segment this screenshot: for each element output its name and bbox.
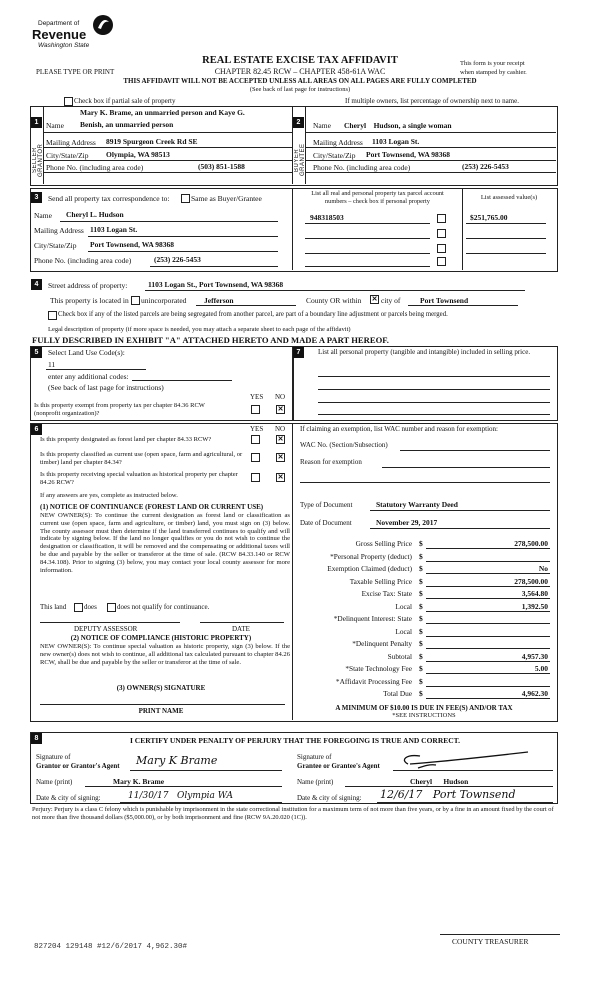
segregated-label: Check box if any of the listed parcels are being segregated from another parcel, are part of a boundary line adjustment or parcels being merged. [58, 311, 448, 318]
segregated-checkbox[interactable] [48, 311, 57, 320]
form-subtitle: CHAPTER 82.45 RCW – CHAPTER 458-61A WAC [214, 67, 386, 76]
partial-sale-checkbox[interactable] [64, 97, 73, 106]
legal-label: Legal description of property (if more space is needed, you may attach a separate sheet to each page of the affidavit) [48, 326, 351, 333]
see-instructions-note: *SEE INSTRUCTIONS [392, 712, 456, 719]
current-use-no-checkbox[interactable]: ✕ [277, 453, 284, 461]
located-label: This property is located in [50, 296, 129, 305]
personal-property-label: List all personal property (tangible and intangible) included in selling price. [318, 348, 531, 356]
tax-row-currency: $ [419, 589, 423, 598]
buyer-name[interactable]: Cheryl Hudson, a single woman [344, 121, 452, 130]
land-does-label: does [84, 603, 97, 611]
exempt-no-checkbox[interactable]: ✕ [277, 405, 284, 413]
tax-row-label: Subtotal [387, 651, 412, 661]
exemption-claim-label: If claiming an exemption, list WAC number and reason for exemption: [300, 425, 498, 433]
parcel-pp-checkbox-3[interactable] [437, 244, 446, 253]
county-value[interactable]: Jefferson [204, 296, 234, 305]
parcel-pp-checkbox-2[interactable] [437, 229, 446, 238]
dept-line2: Revenue [32, 27, 87, 42]
city-value[interactable]: Port Townsend [420, 296, 469, 305]
seller-phone[interactable]: (503) 851-1588 [198, 162, 245, 171]
tax-row-label: Taxable Selling Price [349, 576, 412, 586]
buyer-phone-label: Phone No. (including area code) [313, 163, 411, 172]
land-does-checkbox[interactable] [74, 603, 83, 612]
seller-name-line2[interactable]: Benish, an unmarried person [80, 120, 174, 129]
unincorporated-checkbox[interactable] [131, 296, 140, 305]
notice1-text: NEW OWNER(S): To continue the current designation as forest land or classification as current use (open space, farm and agriculture, or timber) land, you must sign on (3) below. The county assessor must then determine if the land transferred continues to qualify and will indicate by signing below. If the land no longer qualifies or you do not wish to continue the designation or classification, it will be removed and the compensating or additional taxes will be due and payable by the seller or transferor at the time of sale. (RCW 84.33.140 or RCW 84.34.108). Prior to signing (3) below, you may contact your local county assessor for more information. [40, 512, 290, 574]
buyer-mailing-label: Mailing Address [313, 138, 363, 147]
seller-grantor-label: SELLER GRANTOR [32, 143, 44, 177]
grantor-name-label: Name (print) [36, 778, 73, 786]
s6-no: NO [275, 425, 286, 433]
tax-row-currency: $ [419, 614, 423, 623]
buyer-mailing[interactable]: 1103 Logan St. [372, 137, 420, 146]
dept-line1: Department of [38, 20, 80, 27]
seller-mailing-label: Mailing Address [46, 138, 96, 147]
seller-mailing[interactable]: 8919 Spurgeon Creek Rd SE [106, 137, 198, 146]
dept-line3: Washington State [38, 42, 90, 49]
grantee-sig-label-2: Grantee or Grantee's Agent [297, 762, 380, 770]
doc-type-label: Type of Document [300, 501, 353, 509]
tax-row-currency: $ [419, 651, 423, 661]
tax-row-label: Exemption Claimed (deduct) [327, 564, 412, 573]
seller-phone-label: Phone No. (including area code) [46, 163, 144, 172]
corr-city[interactable]: Port Townsend, WA 98368 [90, 240, 175, 249]
tax-row-label: Local [395, 601, 412, 611]
s6-yes: YES [250, 425, 264, 433]
tax-row-label: *Personal Property (deduct) [330, 551, 412, 561]
certify-statement: I CERTIFY UNDER PENALTY OF PERJURY THAT THE FOREGOING IS TRUE AND CORRECT. [129, 736, 460, 745]
land-does-not-label: does not qualify for continuance. [117, 603, 210, 611]
additional-codes-label: enter any additional codes: [48, 372, 129, 381]
cashier-stamp: 827204 129148 #12/6/2017 4,962.30# [34, 943, 188, 951]
grantor-date-label: Date & city of signing: [36, 794, 101, 802]
tax-row-label: Gross Selling Price [355, 539, 412, 548]
grantee-date-label: Date & city of signing: [297, 794, 362, 802]
notice2-title: (2) NOTICE OF COMPLIANCE (HISTORIC PROPERTY) [70, 634, 252, 642]
land-use-code[interactable]: 11 [48, 360, 56, 369]
seller-name-line1[interactable]: Mary K. Brame, an unmarried person and Kaye G. [80, 108, 245, 117]
historic-yes-checkbox[interactable] [251, 473, 260, 482]
badge-8: 8 [31, 733, 42, 744]
corr-phone[interactable]: (253) 226-5453 [154, 255, 201, 264]
corr-name-label: Name [34, 211, 52, 220]
forest-question: Is this property designated as forest land per chapter 84.33 RCW? [40, 436, 212, 443]
form-notice: THIS AFFIDAVIT WILL NOT BE ACCEPTED UNLESS ALL AREAS ON ALL PAGES ARE FULLY COMPLETED [123, 77, 477, 85]
tax-row-currency: $ [419, 664, 423, 673]
receipt-note-2: when stamped by cashier. [460, 69, 527, 76]
tax-row-value[interactable]: 1,392.50 [521, 601, 548, 611]
parcel-header-1: List all real and personal property tax parcel account [311, 190, 444, 197]
same-as-buyer-checkbox[interactable] [181, 194, 190, 203]
see-back-note: (See back of last page for instructions) [249, 86, 351, 93]
tax-row-label: *State Technology Fee [345, 664, 412, 673]
badge-2: 2 [293, 117, 304, 128]
print-name-label: PRINT NAME [138, 707, 184, 715]
tax-row-currency: $ [419, 689, 423, 698]
tax-row-value[interactable]: 5.00 [534, 664, 548, 673]
parcel-pp-checkbox-1[interactable] [437, 214, 446, 223]
partial-sale-label: Check box if partial sale of property [74, 97, 176, 105]
grantee-name-label: Name (print) [297, 778, 334, 786]
street-label: Street address of property: [48, 281, 128, 290]
corr-mailing-label: Mailing Address [34, 226, 84, 235]
multiple-owners-note: If multiple owners, list percentage of ownership next to name. [345, 97, 519, 105]
corr-phone-label: Phone No. (including area code) [34, 256, 132, 265]
tax-row-currency: $ [419, 676, 423, 686]
unincorporated-label: unincorporated [141, 296, 187, 305]
tax-row-label: Total Due [383, 689, 412, 698]
wac-label: WAC No. (Section/Subsection) [300, 441, 388, 449]
badge-1: 1 [31, 117, 42, 128]
same-as-buyer-label: Same as Buyer/Grantee [191, 194, 262, 203]
buyer-name-label: Name [313, 121, 331, 130]
badge-7: 7 [293, 347, 304, 358]
forest-yes-checkbox[interactable] [251, 435, 260, 444]
buyer-grantee-label: BUYER GRANTEE [294, 143, 306, 177]
land-does-not-checkbox[interactable] [107, 603, 116, 612]
county-treasurer-label: COUNTY TREASURER [452, 937, 529, 946]
current-use-yes-checkbox[interactable] [251, 453, 260, 462]
tax-row-currency: $ [419, 639, 423, 648]
tax-row-label: *Delinquent Interest: State [333, 614, 412, 623]
assessed-header: List assessed value(s) [480, 194, 538, 201]
badge-6: 6 [31, 424, 42, 435]
tax-row-label: *Affidavit Processing Fee [335, 676, 412, 686]
grantor-sig-label-2: Grantor or Grantor's Agent [36, 762, 120, 770]
county-or-label: County OR within [306, 296, 362, 305]
grantee-signature[interactable] [396, 750, 536, 772]
s5-yes: YES [250, 393, 264, 401]
corr-mailing[interactable]: 1103 Logan St. [90, 225, 138, 234]
parcel-pp-checkbox-4[interactable] [437, 257, 446, 266]
land-use-see-back: (See back of last page for instructions) [48, 383, 164, 392]
seller-name-label: Name [46, 121, 64, 130]
current-use-question: Is this property classified as current use (open space, farm and agricultural, or timber) land per chapter 84.34? [40, 451, 243, 466]
print-note: PLEASE TYPE OR PRINT [36, 68, 115, 76]
notice1-title: (1) NOTICE OF CONTINUANCE (FOREST LAND OR CURRENT USE) [40, 503, 264, 511]
badge-3: 3 [31, 192, 42, 203]
exempt-yes-checkbox[interactable] [251, 405, 260, 414]
owner-signature-label: (3) OWNER(S) SIGNATURE [116, 684, 206, 692]
city-of-label: city of [381, 296, 401, 305]
date-label: DATE [232, 625, 250, 633]
tax-row-currency: $ [419, 601, 423, 611]
perjury-notice: Perjury: Perjury is a class C felony which is punishable by imprisonment in the state correctional institution for a maximum term of not more than five years, or by a fine in an amount fixed by the court of not more than five thousand dollars ($5,000.00), or by both imprisonment and fine (RCW 9A.20.020 (1C)). [32, 806, 554, 821]
historic-no-checkbox[interactable]: ✕ [277, 473, 284, 481]
badge-4: 4 [31, 279, 42, 290]
form-title: REAL ESTATE EXCISE TAX AFFIDAVIT [202, 55, 398, 66]
tax-row-label: Local [395, 626, 412, 636]
section-7-box [292, 346, 558, 421]
tax-row-label: Excise Tax: State [361, 589, 412, 598]
reason-label: Reason for exemption [300, 458, 362, 466]
grantee-date-city[interactable]: 12/6/17 Port Townsend [380, 788, 516, 801]
tax-row-currency: $ [419, 539, 423, 548]
tax-row-currency: $ [419, 576, 423, 586]
street-address[interactable]: 1103 Logan St., Port Townsend, WA 98368 [148, 280, 284, 289]
badge-5: 5 [31, 347, 42, 358]
legal-description[interactable]: FULLY DESCRIBED IN EXHIBIT "A" ATTACHED HERETO AND MADE A PART HEREOF. [32, 335, 389, 345]
minimum-due-note: A MINIMUM OF $10.00 IS DUE IN FEE(S) AND/OR TAX [335, 704, 513, 712]
parcel-number[interactable]: 948318503 [310, 213, 344, 222]
notice2-text: NEW OWNER(S): To continue special valuation as historic property, sign (3) below. If the new owner(s) does not wish to continue, all additional tax calculated pursuant to chapter 84.26 RCW, shall be due and payable by the seller or transferor at the time of sale. [40, 643, 290, 666]
s5-no: NO [275, 393, 286, 401]
land-use-label: Select Land Use Code(s): [48, 348, 125, 357]
tax-row-value[interactable]: 278,500.00 [514, 539, 548, 548]
tax-row-currency: $ [419, 564, 423, 573]
receipt-note-1: This form is your receipt [460, 60, 525, 67]
grantee-name[interactable]: Cheryl Hudson [410, 777, 469, 786]
corr-city-label: City/State/Zip [34, 241, 77, 250]
this-land-label: This land [40, 603, 67, 611]
revenue-logo [32, 14, 122, 54]
within-city-checkbox[interactable]: ✕ [371, 295, 378, 303]
doc-date-label: Date of Document [300, 519, 352, 527]
tax-row-value[interactable]: 278,500.00 [514, 576, 548, 586]
tax-row-currency: $ [419, 551, 423, 561]
historic-question: Is this property receiving special valuation as historical property per chapter 84.26 RCW? [40, 471, 238, 486]
grantee-sig-label-1: Signature of [297, 753, 332, 761]
grantor-name[interactable]: Mary K. Brame [113, 777, 165, 786]
deputy-assessor-label: DEPUTY ASSESSOR [74, 625, 138, 633]
tax-row-value[interactable]: 4,962.30 [521, 689, 548, 698]
tax-row-value[interactable]: 4,957.30 [521, 651, 548, 661]
doc-date[interactable]: November 29, 2017 [376, 518, 438, 527]
doc-type[interactable]: Statutory Warranty Deed [376, 500, 458, 509]
exempt-question: Is this property exempt from property tax per chapter 84.36 RCW (nonprofit organization)? [34, 402, 205, 417]
buyer-city-label: City/State/Zip [313, 151, 356, 160]
grantor-date-city[interactable]: 11/30/17 Olympia WA [128, 791, 234, 801]
dor-swoosh-icon [92, 14, 114, 36]
buyer-phone[interactable]: (253) 226-5453 [462, 162, 509, 171]
buyer-city[interactable]: Port Townsend, WA 98368 [366, 150, 451, 159]
tax-row-label: *Delinquent Penalty [352, 639, 412, 648]
tax-row-value[interactable]: 3,564.80 [521, 589, 548, 598]
corr-name[interactable]: Cheryl L. Hudson [66, 210, 124, 219]
parcel-header-2: numbers – check box if personal property [325, 198, 430, 205]
forest-no-checkbox[interactable]: ✕ [277, 435, 284, 443]
if-yes-note: If any answers are yes, complete as instructed below. [40, 492, 178, 499]
tax-row-currency: $ [419, 626, 423, 636]
assessed-value[interactable]: $251,765.00 [470, 213, 508, 222]
send-correspondence-label: Send all property tax correspondence to: [48, 194, 170, 203]
grantor-signature[interactable]: Mary K Brame [136, 754, 218, 767]
seller-city[interactable]: Olympia, WA 98513 [106, 150, 170, 159]
tax-row-value[interactable]: No [538, 564, 548, 573]
seller-city-label: City/State/Zip [46, 151, 89, 160]
grantor-sig-label-1: Signature of [36, 753, 71, 761]
